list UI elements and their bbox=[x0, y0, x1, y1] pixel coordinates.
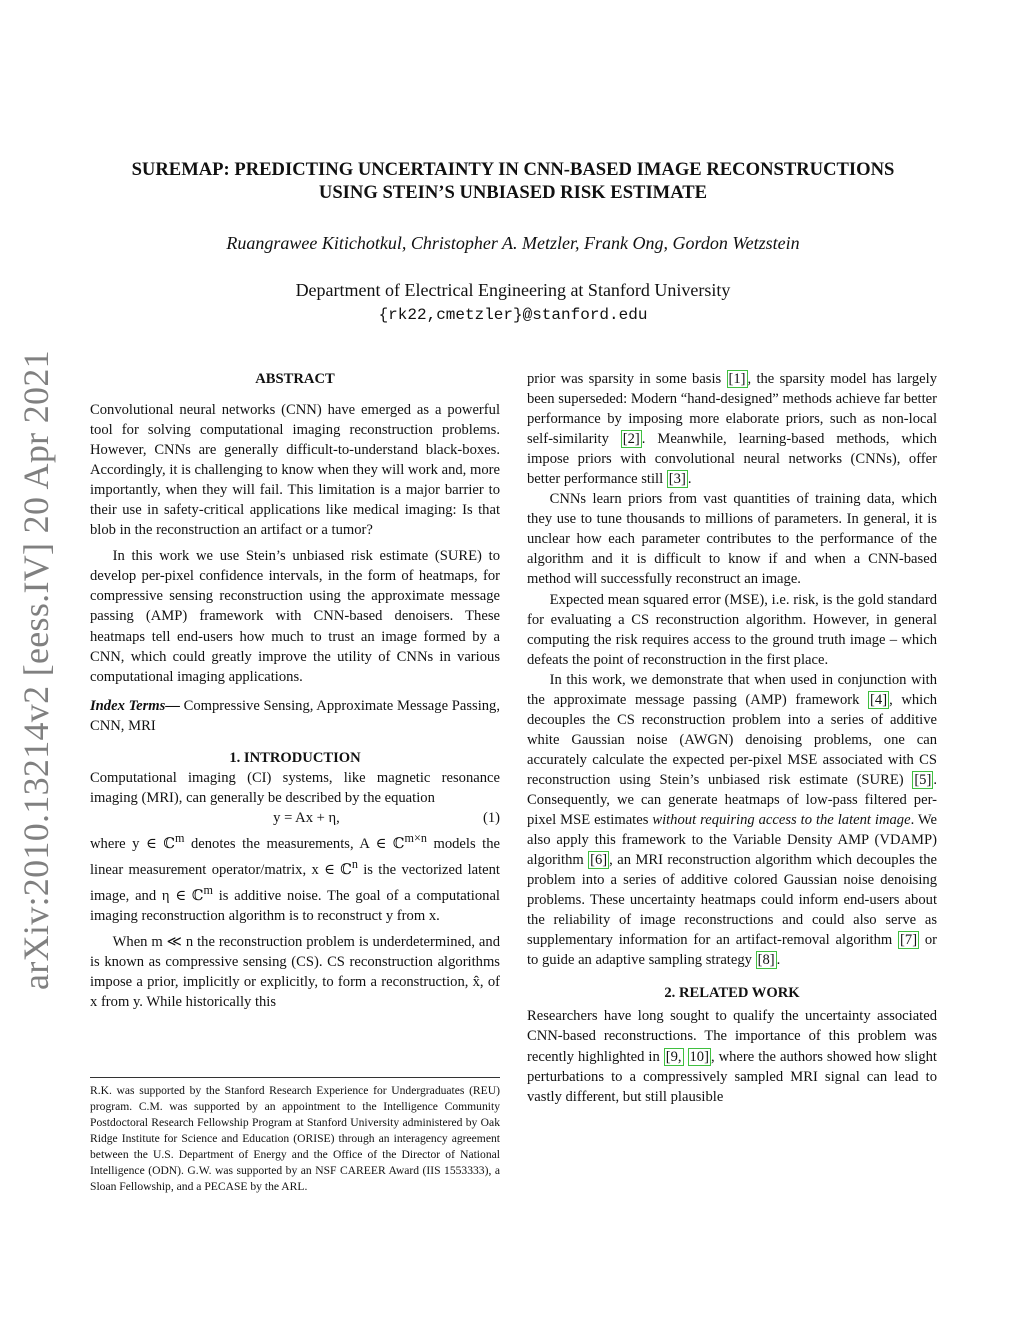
rw-a: Researchers have long sought to qualify the uncertainty associated CNN-based reconstructions. The importance of this problem was recently highlighted in bbox=[527, 1008, 937, 1065]
index-terms-text: Compressive Sensing, Approximate Message Passing, CNN, MRI bbox=[90, 697, 500, 734]
citation-link[interactable]: [8] bbox=[757, 952, 775, 969]
rp4-b: , which decouples the CS reconstruction problem into a series of additive white Gaussian noise (AWGN) denoising problems, one can accurately calculate the expected per-pixel MSE associated with CS reconstruction using Stein’s unbiased risk estimate (SURE) bbox=[527, 691, 937, 788]
citation-link[interactable]: [6] bbox=[590, 852, 608, 869]
citation-link[interactable]: [9, bbox=[665, 1048, 682, 1065]
related-work-paragraph bbox=[527, 1006, 937, 1106]
equation-body: y = Ax + η, bbox=[273, 809, 340, 826]
sup-mn: m×n bbox=[404, 830, 427, 845]
email-line bbox=[90, 302, 936, 326]
rp1-b: , the sparsity model has largely been superseded: Modern “hand-designed” methods achieve far better performance by imposing more elaborate priors, such as non-local self-similarity bbox=[527, 371, 937, 448]
rp4-e: , an MRI reconstruction algorithm which decouples the problem into a series of additive colored Gaussian noise denoising problems. These uncertainty heatmaps could inform end-users about the reliability of image reconstructions and could also serve as supplementary information for an artifact-removal algorithm bbox=[527, 852, 937, 949]
rp4-g: . bbox=[776, 952, 781, 969]
affiliation: Department of Electrical Engineering at Stanford University bbox=[295, 280, 731, 300]
citation-link[interactable]: [4] bbox=[870, 691, 888, 708]
title-line-2: USING STEIN’S UNBIASED RISK ESTIMATE bbox=[318, 182, 708, 203]
citation-link[interactable]: [7] bbox=[900, 932, 918, 949]
right-paragraph-1 bbox=[527, 369, 937, 489]
citation-link[interactable]: [3] bbox=[668, 471, 686, 488]
equation-number: (1) bbox=[482, 809, 500, 826]
right-paragraph-3: Expected mean squared error (MSE), i.e. risk, is the gold standard for evaluating a CS reconstruction algorithm. However, in general computing the risk requires access to the ground truth image – which defeats the point of reconstruction in the first place. bbox=[527, 591, 937, 668]
citation-link[interactable]: [5] bbox=[914, 771, 932, 788]
right-paragraph-2: CNNs learn priors from vast quantities of training data, which they use to tune thousands to millions of parameters. In general, it is unclear how each parameter contributes to the performance of the algorithm and it is difficult to know if and when a CNN-based method will successfully reconstruct an image. bbox=[527, 491, 937, 588]
intro-paragraph-1: Computational imaging (CI) systems, like magnetic resonance imaging (MRI), can generally be described by the equation bbox=[90, 769, 500, 806]
intro-p2-part-b: denotes the measurements, A ∈ ℂ bbox=[184, 835, 405, 852]
intro-p2-part-a: where y ∈ ℂ bbox=[90, 835, 175, 852]
introduction-heading: 1. INTRODUCTION bbox=[229, 749, 361, 766]
intro-p2-part-d: is the vectorized latent image, and η ∈ ℂ bbox=[90, 861, 500, 904]
email-address: {rk22,cmetzler}@stanford.edu bbox=[378, 306, 648, 324]
sup-m: m bbox=[174, 830, 185, 845]
rp4-d: . We also apply this framework to the Variable Density AMP (VDAMP) algorithm bbox=[527, 812, 937, 869]
citation-link[interactable]: [1] bbox=[728, 371, 746, 387]
abstract-paragraph-2: In this work we use Stein’s unbiased risk estimate (SURE) to develop per-pixel confidence intervals, in the form of heatmaps, for compressive sensing reconstruction using the approximate message passing (AMP) framework with CNN-based denoisers. These heatmaps tell end-users how much to trust an image formed by a CNN, which could greatly improve the utility of CNNs in various computational imaging applications. bbox=[90, 548, 500, 685]
paper-title bbox=[90, 158, 936, 204]
index-terms bbox=[90, 696, 500, 736]
intro-paragraph-3: When m ≪ n the reconstruction problem is underdetermined, and is known as compressive sensing (CS). CS reconstruction algorithms impose a prior, implicitly or explicitly, to form a reconstruction, x̂, of x from y. While historically this bbox=[90, 933, 500, 1010]
rp4-emphasis: without requiring access to the latent image bbox=[652, 812, 911, 829]
rp4-a: In this work, we demonstrate that when used in conjunction with the approximate message passing (AMP) framework bbox=[527, 671, 937, 708]
sup-m-2: m bbox=[203, 882, 213, 897]
rp1-c: . Meanwhile, learning-based methods, which impose priors with convolutional neural networks (CNNs), offer better performance still bbox=[527, 431, 937, 488]
footnote: R.K. was supported by the Stanford Research Experience for Undergraduates (REU) program. C.M. was supported by an appointment to the Intelligence Community Postdoctoral Research Fellowship Program at Stanford University administered by Oak Ridge Institute for Science and Education (ORISE) through an interagency agreement between the U.S. Department of Energy and the Office of the Director of National Intelligence (ODN). G.W. was supported by an NSF CAREER Award (IIS 1553333), a Sloan Fellowship, and a PECASE by the ARL. bbox=[90, 1077, 500, 1195]
arxiv-stamp-text: arXiv:2010.13214v2 [eess.IV] 20 Apr 2021 bbox=[16, 350, 57, 990]
arxiv-stamp bbox=[10, 350, 62, 990]
left-column bbox=[90, 369, 500, 1012]
rp4-f: or to guide an adaptive sampling strategy bbox=[527, 932, 937, 969]
citation-link[interactable]: 10] bbox=[689, 1048, 709, 1065]
abstract-heading: ABSTRACT bbox=[255, 371, 335, 387]
rw-b: , where the authors showed how slight perturbations to a compressively sampled MRI signal can lead to vastly different, but still plausible bbox=[527, 1048, 937, 1105]
sup-n: n bbox=[351, 856, 358, 871]
abstract-paragraph-1: Convolutional neural networks (CNN) have emerged as a powerful tool for solving computational imaging reconstruction problems. However, CNNs are generally difficult-to-understand black-boxes. Accordingly, it is challenging to know when they will work and, more importantly, when they will fail. This limitation is a major barrier to their use in safety-critical applications like medical imaging: Is that blob in the reconstruction an artifact or a tumor? bbox=[90, 402, 500, 539]
related-work-heading: 2. RELATED WORK bbox=[664, 985, 800, 1002]
intro-p2-part-e: is additive noise. The goal of a computational imaging reconstruction algorithm is to reconstruct y from x. bbox=[90, 887, 500, 924]
rp1-d: . bbox=[687, 471, 692, 488]
intro-paragraph-2 bbox=[90, 828, 500, 926]
author-list: Ruangrawee Kitichotkul, Christopher A. Metzler, Frank Ong, Gordon Wetzstein bbox=[226, 233, 800, 253]
right-paragraph-4 bbox=[527, 670, 937, 971]
intro-p2-part-c: models the linear measurement operator/matrix, x ∈ ℂ bbox=[90, 835, 500, 878]
title-line-1: SUREMAP: PREDICTING UNCERTAINTY IN CNN-BASED IMAGE RECONSTRUCTIONS bbox=[131, 159, 895, 180]
equation-1 bbox=[90, 808, 500, 828]
right-column bbox=[527, 369, 937, 1107]
index-terms-label: Index Terms— bbox=[90, 697, 180, 714]
rp1-a: prior was sparsity in some basis bbox=[527, 371, 727, 387]
rp4-c: . Consequently, we can generate heatmaps of low-pass filtered per-pixel MSE estimates bbox=[527, 771, 937, 829]
citation-link[interactable]: [2] bbox=[622, 431, 640, 448]
